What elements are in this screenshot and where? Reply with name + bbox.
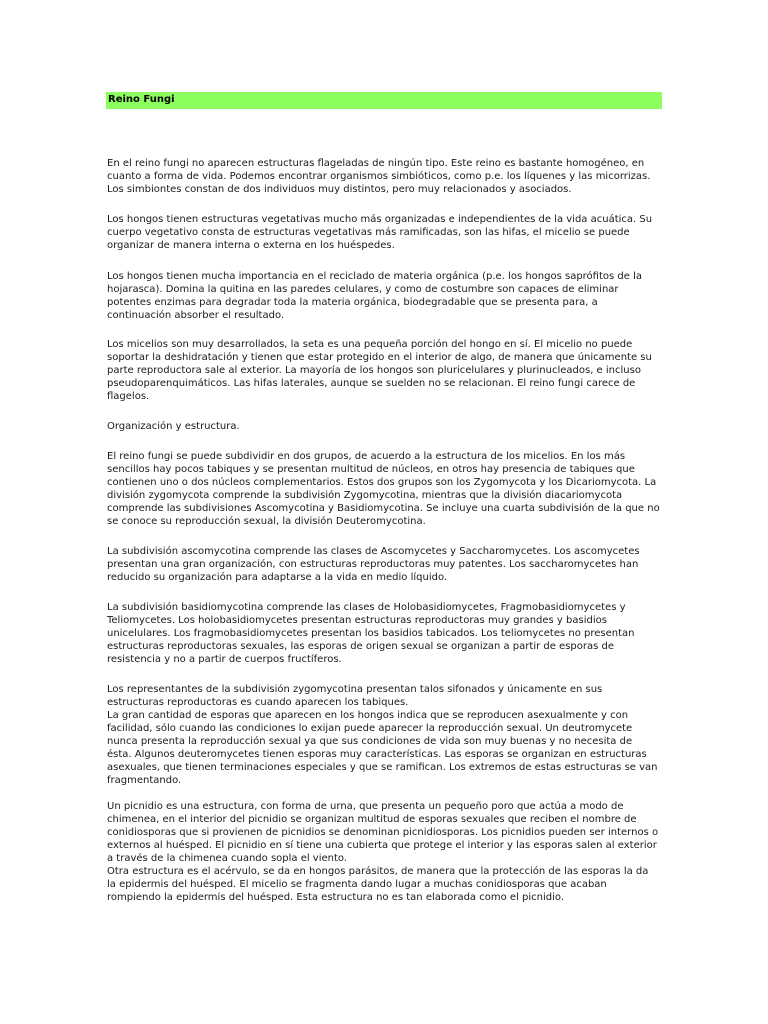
- paragraph-intro: En el reino fungi no aparecen estructuras flageladas de ningún tipo. Este reino es bastante homogéneo, en cuanto a forma de vida. Podemos encontrar organismos simbióticos, como p.e. los líquenes y las micorrizas. Los simbiontes constan de dos individuos muy distintos, pero muy relacionados y asociados.: [107, 158, 651, 195]
- document-title: Reino Fungi: [108, 94, 175, 105]
- title-highlight-bar: [106, 92, 662, 109]
- paragraph-basidiomycotina: La subdivisión basidiomycotina comprende las clases de Holobasidiomycetes, Fragmobasidiomycetes y Teliomycetes. Los holobasidiomycetes presentan estructuras reproductoras muy grandes y basidios unicelulares. Los fragmobasidiomycetes presentan los basidios tabicados. Los teliomycetes no presentan estructuras reproductoras sexuales, las esporas de origen sexual se organizan a partir de esporas de resistencia y no a partir de cuerpos fructíferos.: [107, 602, 635, 665]
- paragraph-vegetative: Los hongos tienen estructuras vegetativas mucho más organizadas e independientes de la vida acuática. Su cuerpo vegetativo consta de estructuras vegetativas más ramificadas, son las hifas, el micelio se puede organizar de manera interna o externa en los huéspedes.: [107, 214, 653, 251]
- paragraph-mycelium: Los micelios son muy desarrollados, la seta es una pequeña porción del hongo en sí. El micelio no puede soportar la deshidratación y tienen que estar protegido en el interior de algo, de manera que únicamente su parte reproductora sale al exterior. La mayoría de los hongos son pluricelulares y plurinucleados, e incluso pseudoparenquimáticos. Las hifas laterales, aunque se suelden no se relacionan. El reino fungi carece de flagelos.: [107, 339, 652, 402]
- paragraph-recycling: Los hongos tienen mucha importancia en el reciclado de materia orgánica (p.e. los hongos saprófitos de la hojarasca). Domina la quitina en las paredes celulares, y como de costumbre son capaces de eliminar potentes enzimas para degradar toda la materia orgánica, biodegradable que se presenta para, a continuación absorber el resultado.: [107, 271, 642, 321]
- paragraph-ascomycotina: La subdivisión ascomycotina comprende las clases de Ascomycetes y Saccharomycetes. Los ascomycetes presentan una gran organización, con estructuras reproductoras muy patentes. Los saccharomycetes han reducido su organización para adaptarse a la vida en medio líquido.: [107, 546, 640, 583]
- paragraph-subdivisions: El reino fungi se puede subdividir en dos grupos, de acuerdo a la estructura de los micelios. En los más sencillos hay pocos tabiques y se presentan multitud de núcleos, en otros hay presencia de tabiques que contienen uno o dos núcleos complementarios. Estos dos grupos son los Zygomycota y los Dicariomycota. La división zygomycota comprende la subdivisión Zygomycotina, mientras que la división diacariomycota comprende las subdivisiones Ascomycotina y Basidiomycotina. Se incluye una cuarta subdivisión de la que no se conoce su reproducción sexual, la división Deuteromycotina.: [107, 451, 660, 527]
- paragraph-zygomycotina: Los representantes de la subdivisión zygomycotina presentan talos sifonados y únicamente en sus estructuras reproductoras es cuando aparecen los tabiques. La gran cantidad de esporas que aparecen en los hongos indica que se reproducen asexualmente y con facilidad, sólo cuando las condiciones lo exijan puede aparecer la reproducción sexual. Un deutromycete nunca presenta la reproducción sexual ya que sus condiciones de vida son muy buenas y no necesita de ésta. Algunos deuteromycetes tienen esporas muy características. Las esporas se organizan en estructuras asexuales, que tienen terminaciones especiales y que se ramifican. Los extremos de estas estructuras se van fragmentando.: [107, 684, 658, 786]
- paragraph-picnidio: Un picnidio es una estructura, con forma de urna, que presenta un pequeño poro que actúa a modo de chimenea, en el interior del picnidio se organizan multitud de esporas sexuales que reciben el nombre de conidiosporas que si provienen de picnidios se denominan picnidiosporas. Los picnidios pueden ser internos o externos al huésped. El picnidio en sí tiene una cubierta que protege el interior y las esporas salen al exterior a través de la chimenea cuando sopla el viento. Otra estructura es el acérvulo, se da en hongos parásitos, de manera que la protección de las esporas la da la epidermis del huésped. El micelio se fragmenta dando lugar a muchas conidiosporas que acaban rompiendo la epidermis del huésped. Esta estructura no es tan elaborada como el picnidio.: [107, 801, 659, 903]
- section-heading: Organización y estructura.: [107, 421, 240, 432]
